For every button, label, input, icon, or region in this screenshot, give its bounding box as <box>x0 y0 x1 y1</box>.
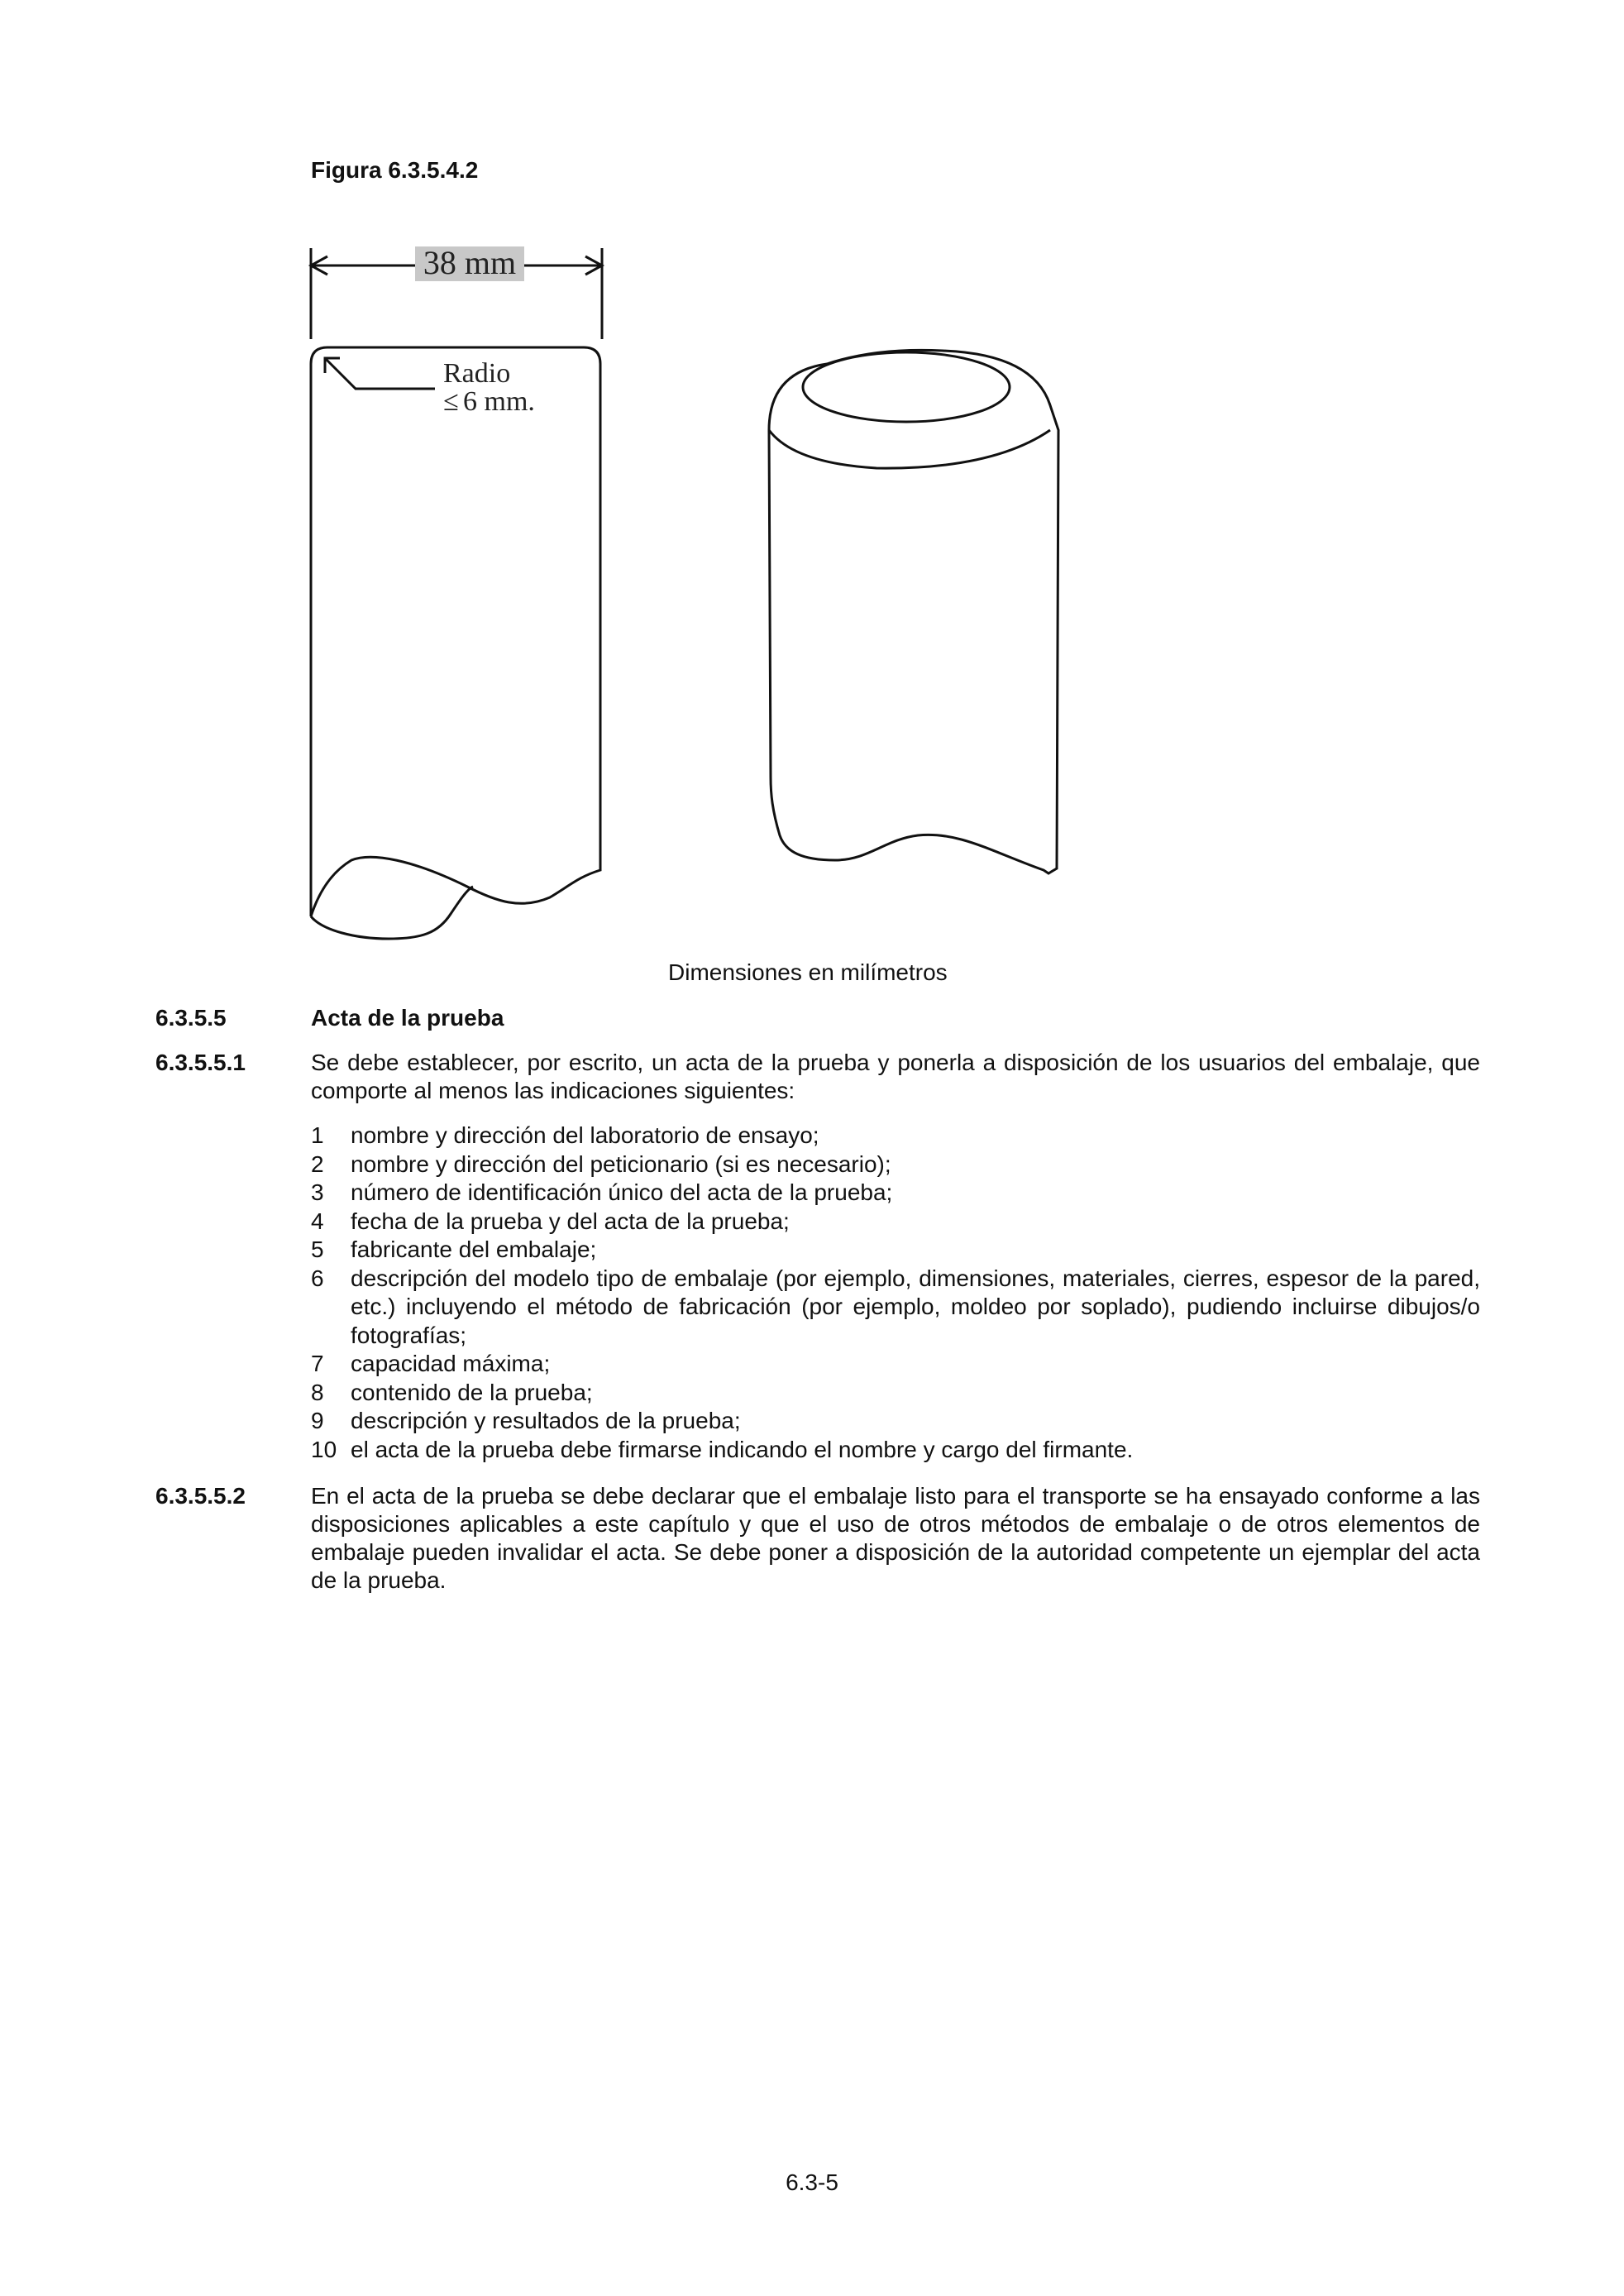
dimension-label: 38 mm <box>423 244 517 281</box>
figure-caption: Dimensiones en milímetros <box>668 959 948 985</box>
radius-label-line1: Radio <box>443 358 511 389</box>
para2-number: 6.3.5.5.2 <box>155 1483 246 1509</box>
rod-side-view <box>311 347 600 916</box>
list-item: 1 nombre y dirección del laboratorio de ensayo; <box>311 1122 819 1148</box>
list-item: 10 el acta de la prueba debe firmarse indicando el nombre y cargo del firmante. <box>311 1436 1134 1462</box>
figure-drawing <box>0 0 1624 976</box>
list-item: 5 fabricante del embalaje; <box>311 1236 597 1262</box>
rod-perspective-view <box>769 350 1058 873</box>
list-item: 3 número de identificación único del acta de la prueba; <box>311 1179 893 1205</box>
figure-title: Figura 6.3.5.4.2 <box>311 157 479 183</box>
rod-top-rim <box>769 430 1050 468</box>
rod-top-face <box>803 352 1010 422</box>
requirements-list <box>311 1122 1480 1464</box>
list-item: 7 capacidad máxima; <box>311 1351 551 1376</box>
para1-number: 6.3.5.5.1 <box>155 1050 246 1075</box>
list-item: 4 fecha de la prueba y del acta de la prueba; <box>311 1208 790 1234</box>
rod-cut-edge <box>311 887 473 939</box>
page-number: 6.3-5 <box>786 2169 838 2195</box>
section-number: 6.3.5.5 <box>155 1005 227 1031</box>
para2-text: En el acta de la prueba se debe declarar que el embalaje listo para el transporte se ha ensayado conforme a las disposiciones aplicables a este capítulo y que el uso de otros métodos de embalaje o de otros elementos de embalaje pueden invalidar el acta. Se debe poner a disposición de la autoridad competente un ejemplar del acta de la prueba. <box>311 1483 1480 1593</box>
para1-text: Se debe establecer, por escrito, un acta de la prueba y ponerla a disposición de los usuarios del embalaje, que comporte al menos las indicaciones siguientes: <box>311 1050 1480 1103</box>
radius-symbol: ≤ <box>443 386 459 417</box>
list-item: 8 contenido de la prueba; <box>311 1379 593 1405</box>
list-item: 2 nombre y dirección del peticionario (si es necesario); <box>311 1150 891 1177</box>
list-item: 6 descripción del modelo tipo de embalaje (por ejemplo, dimensiones, materiales, cierres, espesor de la pared, etc.) incluyendo el método de fabricación (por ejemplo, moldeo por soplado), pudiendo incluirse dibujos/o fotografías; <box>311 1265 1480 1348</box>
radius-label-line2: 6 mm. <box>463 386 535 417</box>
section-title: Acta de la prueba <box>311 1005 504 1031</box>
radius-leader <box>325 358 435 389</box>
list-item: 9 descripción y resultados de la prueba; <box>311 1408 741 1433</box>
